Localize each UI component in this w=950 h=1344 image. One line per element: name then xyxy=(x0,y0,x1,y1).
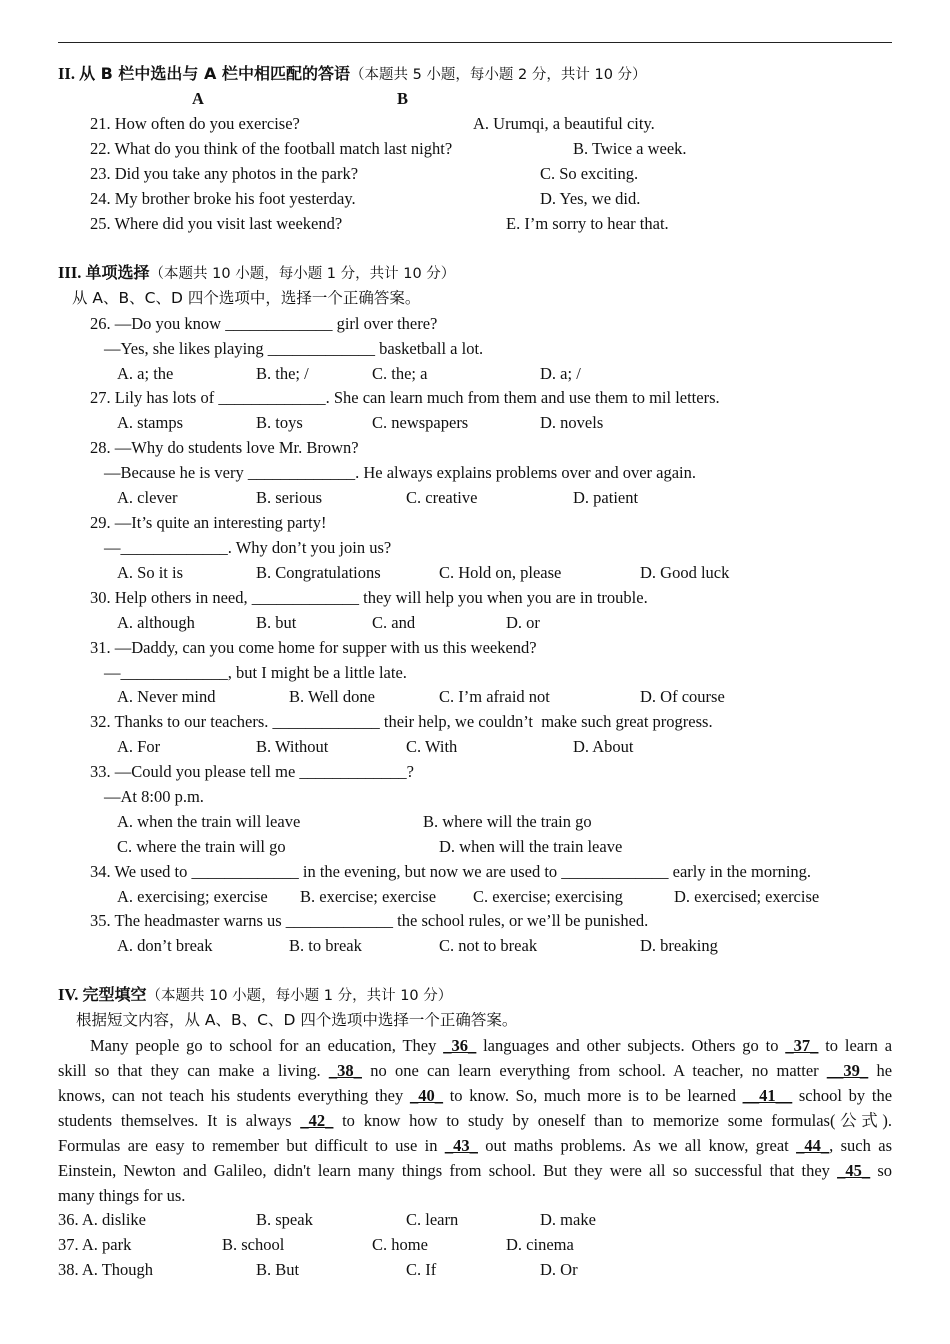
question-33-reply: —At 8:00 p.m. xyxy=(104,787,204,806)
question-28-reply: —Because he is very _____________. He always explains problems over and over again. xyxy=(104,463,697,482)
option: B. the; / xyxy=(256,364,309,383)
top-rule xyxy=(58,42,892,43)
option: C. and xyxy=(372,613,416,632)
question-27: 27. Lily has lots of _____________. She can learn much from them and use them to mil letters. xyxy=(90,388,720,407)
option: 38. A. Though xyxy=(58,1260,154,1279)
question-32: 32. Thanks to our teachers. _____________ their help, we couldn’t make such great progress. xyxy=(90,712,713,731)
passage-line: many things for us. xyxy=(58,1186,186,1205)
question-24: 24. My brother broke his foot yesterday. xyxy=(90,189,356,208)
blank-42: _42_ xyxy=(300,1111,334,1130)
section-4-heading: IV. 完型填空（本题共 10 小题，每小题 1 分，共计 10 分） xyxy=(58,985,453,1004)
option: A. For xyxy=(117,737,161,756)
question-29: 29. —It’s quite an interesting party! xyxy=(90,513,327,532)
option: C. where the train will go xyxy=(117,837,286,856)
question-31: 31. —Daddy, can you come home for supper with us this weekend? xyxy=(90,638,537,657)
blank-38: _38_ xyxy=(328,1061,362,1080)
option: D. make xyxy=(540,1210,596,1229)
question-26: 26. —Do you know _____________ girl over there? xyxy=(90,314,438,333)
option: C. Hold on, please xyxy=(439,563,562,582)
question-30: 30. Help others in need, _____________ they will help you when you are in trouble. xyxy=(90,588,648,607)
column-a-label: A xyxy=(192,89,204,108)
option: C. exercise; exercising xyxy=(473,887,623,906)
blank-40: _40_ xyxy=(409,1086,443,1105)
passage-line: skill so that they can make a living. _38_ no one can learn everything from school. A teacher, no matter __39_ he xyxy=(58,1061,893,1080)
option: D. a; / xyxy=(540,364,581,383)
option: B. toys xyxy=(256,413,303,432)
option: C. With xyxy=(406,737,458,756)
option: A. when the train will leave xyxy=(117,812,301,831)
option: B. to break xyxy=(289,936,362,955)
option: B. serious xyxy=(256,488,322,507)
option: A. a; the xyxy=(117,364,174,383)
option: C. the; a xyxy=(372,364,428,383)
option: B. where will the train go xyxy=(423,812,592,831)
passage-line: Einstein, Newton and Galileo, didn't learn many things from school. But they were all so successful that they _45_ so xyxy=(58,1161,893,1180)
answer-a: A. Urumqi, a beautiful city. xyxy=(473,114,655,133)
answer-e: E. I’m sorry to hear that. xyxy=(506,214,669,233)
option: D. when will the train leave xyxy=(439,837,623,856)
passage-line: knows, can not teach his students everything they _40_ to know. So, much more is to be learned __41__ school by the xyxy=(58,1086,893,1105)
section-3-heading: III. 单项选择（本题共 10 小题，每小题 1 分，共计 10 分） xyxy=(58,263,456,282)
option: D. breaking xyxy=(640,936,718,955)
option: D. or xyxy=(506,613,540,632)
option: B. speak xyxy=(256,1210,313,1229)
option: D. About xyxy=(573,737,634,756)
blank-41: __41__ xyxy=(742,1086,793,1105)
blank-44: _44_ xyxy=(796,1136,830,1155)
blank-36: _36_ xyxy=(443,1036,477,1055)
blank-39: __39_ xyxy=(826,1061,869,1080)
section-4-instruction: 根据短文内容，从 A、B、C、D 四个选项中选择一个正确答案。 xyxy=(76,1011,518,1029)
blank-37: _37_ xyxy=(785,1036,819,1055)
option: 36. A. dislike xyxy=(58,1210,147,1229)
passage-line: students themselves. It is always _42_ to know how to study by oneself than to memorize some formulas(公式). xyxy=(58,1111,893,1130)
option: A. clever xyxy=(117,488,178,507)
option: A. Never mind xyxy=(117,687,216,706)
answer-b: B. Twice a week. xyxy=(573,139,687,158)
option: A. don’t break xyxy=(117,936,213,955)
option: B. exercise; exercise xyxy=(300,887,437,906)
option: B. school xyxy=(222,1235,285,1254)
option: D. Or xyxy=(540,1260,578,1279)
option: B. Well done xyxy=(289,687,375,706)
question-34: 34. We used to _____________ in the evening, but now we are used to _____________ early in the morning. xyxy=(90,862,812,881)
option: C. learn xyxy=(406,1210,459,1229)
option: D. Good luck xyxy=(640,563,730,582)
option: B. but xyxy=(256,613,297,632)
question-28: 28. —Why do students love Mr. Brown? xyxy=(90,438,359,457)
option: D. novels xyxy=(540,413,604,432)
section-2-heading: II. 从 B 栏中选出与 A 栏中相匹配的答语（本题共 5 小题，每小题 2 分，共计 10 分） xyxy=(58,64,647,83)
answer-c: C. So exciting. xyxy=(540,164,639,183)
option: D. patient xyxy=(573,488,639,507)
section-3-instruction: 从 A、B、C、D 四个选项中，选择一个正确答案。 xyxy=(72,289,421,307)
option: D. cinema xyxy=(506,1235,574,1254)
question-25: 25. Where did you visit last weekend? xyxy=(90,214,343,233)
option: B. Congratulations xyxy=(256,563,381,582)
question-21: 21. How often do you exercise? xyxy=(90,114,300,133)
option: C. creative xyxy=(406,488,478,507)
option: A. although xyxy=(117,613,195,632)
option: A. exercising; exercise xyxy=(117,887,268,906)
option: C. not to break xyxy=(439,936,538,955)
passage-line: Formulas are easy to remember but difficult to use in _43_ out maths problems. As we all know, great _44_, such as xyxy=(58,1136,892,1155)
option: A. stamps xyxy=(117,413,183,432)
option: C. If xyxy=(406,1260,437,1279)
option: C. newspapers xyxy=(372,413,469,432)
option: D. exercised; exercise xyxy=(674,887,820,906)
answer-d: D. Yes, we did. xyxy=(540,189,641,208)
question-26-reply: —Yes, she likes playing _____________ basketball a lot. xyxy=(104,339,484,358)
option: A. So it is xyxy=(117,563,184,582)
option: D. Of course xyxy=(640,687,725,706)
passage-line: Many people go to school for an education, They _36_ languages and other subjects. Others go to _37_ to learn a xyxy=(90,1036,893,1055)
option: B. Without xyxy=(256,737,329,756)
blank-43: _43_ xyxy=(444,1136,478,1155)
blank-45: _45_ xyxy=(837,1161,871,1180)
question-23: 23. Did you take any photos in the park? xyxy=(90,164,359,183)
option: 37. A. park xyxy=(58,1235,132,1254)
question-22: 22. What do you think of the football match last night? xyxy=(90,139,453,158)
question-35: 35. The headmaster warns us _____________ the school rules, or we’ll be punished. xyxy=(90,911,649,930)
option: C. I’m afraid not xyxy=(439,687,550,706)
option: C. home xyxy=(372,1235,428,1254)
question-31-reply: —_____________, but I might be a little late. xyxy=(104,663,407,682)
option: B. But xyxy=(256,1260,300,1279)
question-29-reply: —_____________. Why don’t you join us? xyxy=(104,538,392,557)
question-33: 33. —Could you please tell me _____________? xyxy=(90,762,414,781)
column-b-label: B xyxy=(397,89,409,108)
